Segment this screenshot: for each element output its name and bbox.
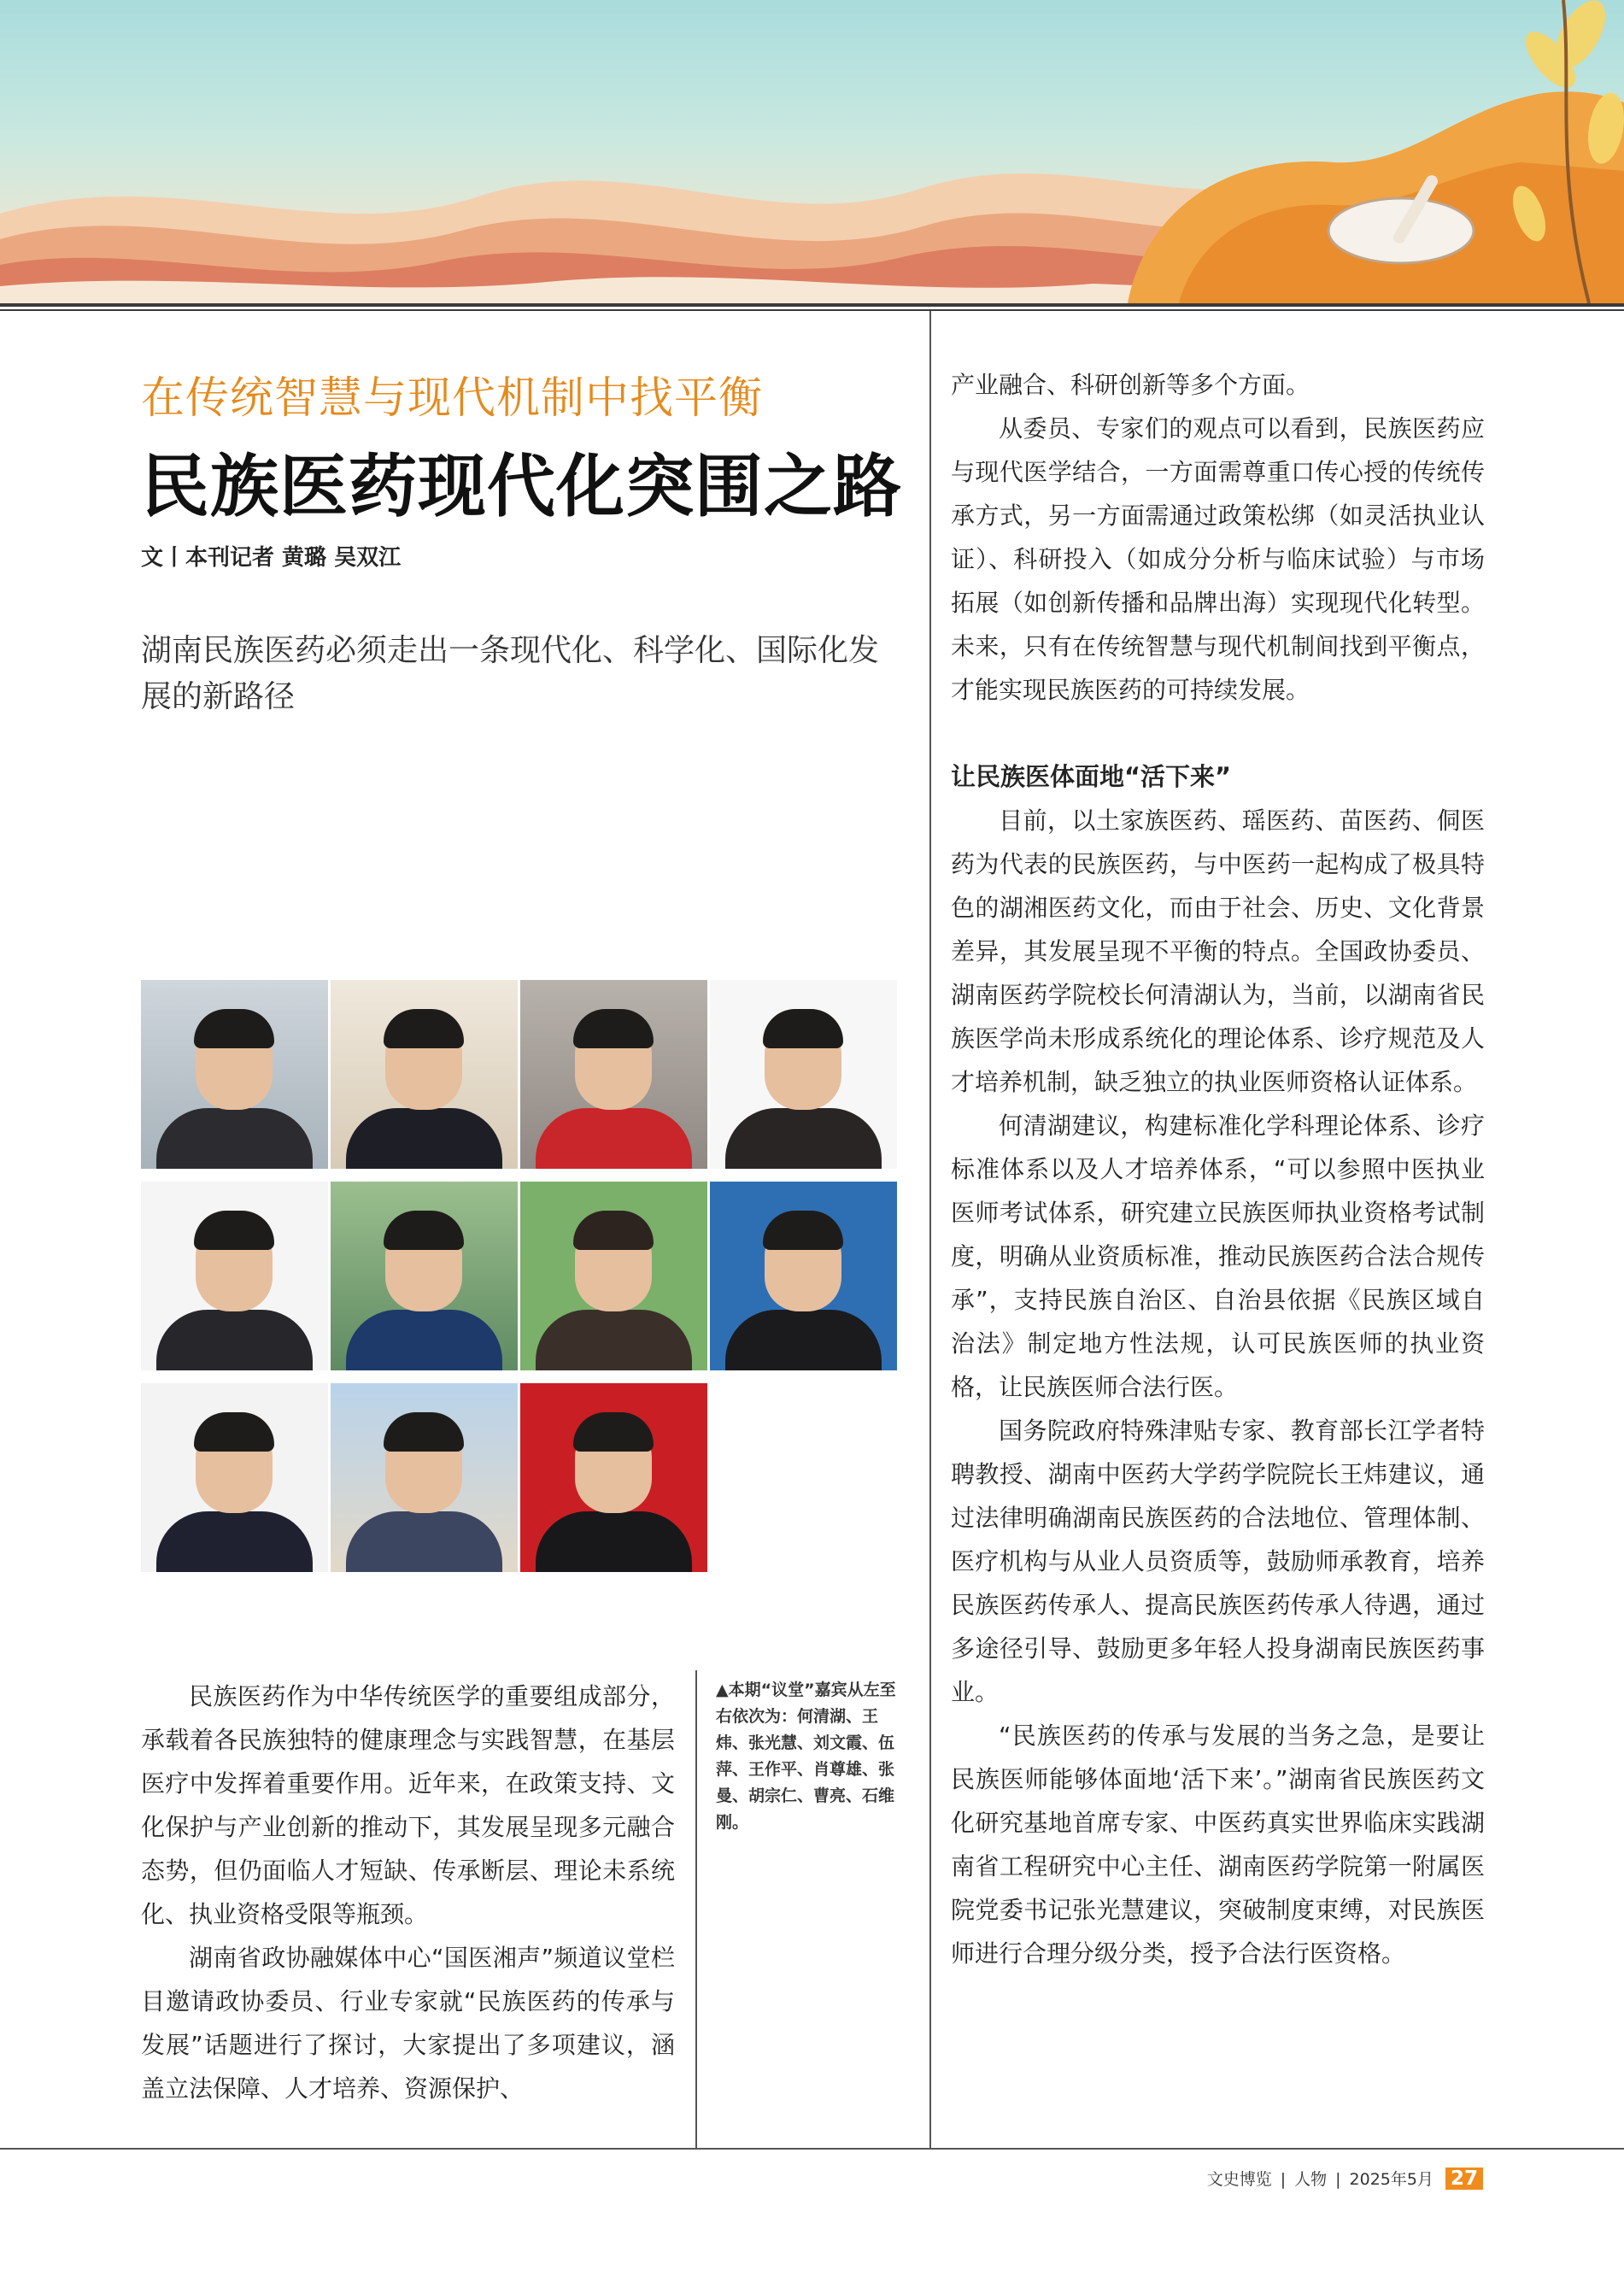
guest-photo <box>141 1383 328 1572</box>
header-rule-thin <box>0 309 1624 311</box>
guest-photo <box>141 1182 328 1370</box>
footer-rule <box>0 2148 1624 2150</box>
guest-photo <box>331 980 518 1169</box>
guest-photo <box>141 980 328 1169</box>
guest-photo <box>331 1182 518 1370</box>
issue-date: 2025年5月 <box>1349 2170 1433 2189</box>
guest-photo <box>520 980 707 1169</box>
paragraph: 国务院政府特殊津贴专家、教育部长江学者特聘教授、湖南中医药大学药学院院长王炜建议，通过法律明确湖南民族医药的合法地位、管理体制、医疗机构与从业人员资质等，鼓励师承教育，培养民族医药传承人、提高民族医药传承人待遇，通过多途径引导、鼓励更多年轻人投身湖南民族医药事业。 <box>951 1417 1485 1706</box>
paragraph: 从委员、专家们的观点可以看到，民族医药应与现代医学结合，一方面需尊重口传心授的传统传承方式，另一方面需通过政策松绑（如灵活执业认证）、科研投入（如成分分析与临床试验）与市场拓展（如创新传播和品牌出海）实现现代化转型。未来，只有在传统智慧与现代机制间找到平衡点，才能实现民族医药的可持续发展。 <box>951 414 1485 704</box>
headline: 民族医药现代化突围之路 <box>141 447 902 526</box>
paragraph-continuation: 产业融合、科研创新等多个方面。 <box>951 371 1310 399</box>
banner-artwork <box>0 0 1624 303</box>
header-banner <box>0 0 1624 303</box>
guest-photo <box>710 1182 897 1370</box>
paragraph: “民族医药的传承与发展的当务之急，是要让民族医师能够体面地‘活下来’。”湖南省民族医药文化研究基地首席专家、中医药真实世界临床实践湖南省工程研究中心主任、湖南医药学院第一附属医院党委书记张光慧建议，突破制度束缚，对民族医师进行合理分级分类，授予合法行医资格。 <box>951 1722 1485 1968</box>
guest-photo <box>520 1182 707 1370</box>
guest-photo <box>520 1383 707 1572</box>
guest-photo <box>331 1383 518 1572</box>
header-rule <box>0 303 1624 307</box>
paragraph: 目前，以土家族医药、瑶医药、苗医药、侗医药为代表的民族医药，与中医药一起构成了极具特色的湖湘医药文化，而由于社会、历史、文化背景差异，其发展呈现不平衡的特点。全国政协委员、湖南医药学院校长何清湖认为，当前，以湖南省民族医学尚未形成系统化的理论体系、诊疗规范及人才培养机制，缺乏独立的执业医师资格认证体系。 <box>951 807 1485 1096</box>
paragraph: 湖南省政协融媒体中心“国医湘声”频道议堂栏目邀请政协委员、行业专家就“民族医药的传承与发展”话题进行了探讨，大家提出了多项建议，涵盖立法保障、人才培养、资源保护、 <box>141 1944 675 2103</box>
section-name: 人物 <box>1294 2170 1328 2189</box>
guest-photo <box>710 980 897 1169</box>
magazine-name: 文史博览 <box>1206 2170 1272 2189</box>
section-subhead: 让民族医体面地“活下来” <box>951 762 1232 791</box>
kicker: 在传统智慧与现代机制中找平衡 <box>141 373 764 424</box>
caption-divider <box>695 1670 697 2149</box>
left-column-text <box>141 1675 675 2110</box>
paragraph: 民族医药作为中华传统医学的重要组成部分，承载着各民族独特的健康理念与实践智慧，在基层医疗中发挥着重要作用。近年来，在政策支持、文化保护与产业创新的推动下，其发展呈现多元融合态势，但仍面临人才短缺、传承断层、理论未系统化、执业资格受限等瓶颈。 <box>141 1682 675 1928</box>
right-column-text <box>951 363 1485 1975</box>
page-number: 27 <box>1445 2168 1483 2190</box>
byline: 文丨本刊记者 黄璐 吴双江 <box>141 545 402 571</box>
guest-photo-grid <box>141 980 900 1572</box>
column-divider <box>929 311 931 2148</box>
photo-caption: ▲本期“议堂”嘉宾从左至右依次为：何清湖、王炜、张光慧、刘文霞、伍萍、王作平、肖尊雄、张曼、胡宗仁、曹亮、石维刚。 <box>716 1681 896 1832</box>
deck: 湖南民族医药必须走出一条现代化、科学化、国际化发展的新路径 <box>141 633 880 714</box>
paragraph: 何清湖建议，构建标准化学科理论体系、诊疗标准体系以及人才培养体系，“可以参照中医执业医师考试体系，研究建立民族医师执业资格考试制度，明确从业资质标准，推动民族医药合法合规传承”，支持民族自治区、自治县依据《民族区域自治法》制定地方性法规，认可民族医师的执业资格，让民族医师合法行医。 <box>951 1112 1485 1401</box>
page-footer: 文史博览 | 人物 | 2025年5月 27 <box>1207 2167 1483 2190</box>
